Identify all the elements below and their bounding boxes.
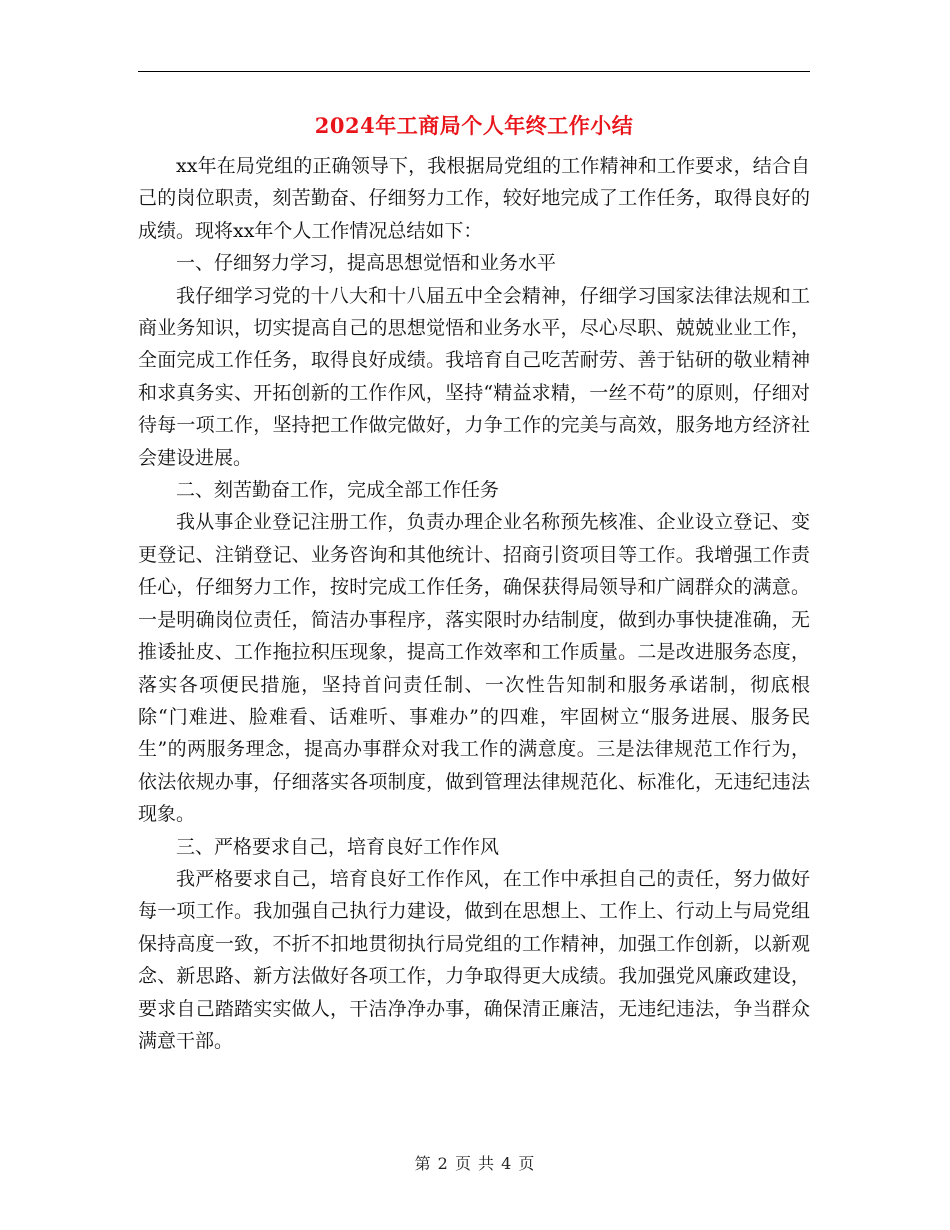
section-heading-1: 一、仔细努力学习，提高思想觉悟和业务水平: [176, 252, 557, 275]
section-paragraph-1: 我仔细学习党的十八大和十八届五中全会精神，仔细学习国家法律法规和工商业务知识，切实提高自己的思想觉悟和业务水平，尽心尽职、兢兢业业工作，全面完成工作任务，取得良好成绩。我培育自己吃苦耐劳、善于钻研的敬业精神和求真务实、开拓创新的工作作风，坚持“精益求精，一丝不苟”的原则，仔细对待每一项工作，坚持把工作做完做好，力争工作的完美与高效，服务地方经济社会建设进展。: [138, 284, 810, 469]
section-paragraph-3: 我严格要求自己，培育良好工作作风，在工作中承担自己的责任，努力做好每一项工作。我加强自己执行力建设，做到在思想上、工作上、行动上与局党组保持高度一致，不折不扣地贯彻执行局党组的工作精神，加强工作创新，以新观念、新思路、新方法做好各项工作，力争取得更大成绩。我加强党风廉政建设，要求自己踏踏实实做人，干洁净净办事，确保清正廉洁，无违纪违法，争当群众满意干部。: [138, 867, 810, 1052]
section-heading-3: 三、严格要求自己，培育良好工作作风: [176, 835, 500, 858]
document-body: [138, 150, 810, 1057]
header-rule: [138, 71, 810, 72]
intro-paragraph: xx年在局党组的正确领导下，我根据局党组的工作精神和工作要求，结合自己的岗位职责，刻苦勤奋、仔细努力工作，较好地完成了工作任务，取得良好的成绩。现将xx年个人工作情况总结如下：: [138, 155, 810, 242]
section-heading-2: 二、刻苦勤奋工作，完成全部工作任务: [176, 479, 500, 502]
document-title: 2024年工商局个人年终工作小结: [314, 113, 634, 138]
section-paragraph-2: 我从事企业登记注册工作，负责办理企业名称预先核准、企业设立登记、变更登记、注销登记、业务咨询和其他统计、招商引资项目等工作。我增强工作责任心，仔细努力工作，按时完成工作任务，确保获得局领导和广阔群众的满意。一是明确岗位责任，简洁办事程序，落实限时办结制度，做到办事快捷准确，无推诿扯皮、工作拖拉积压现象，提高工作效率和工作质量。二是改进服务态度，落实各项便民措施，坚持首问责任制、一次性告知制和服务承诺制，彻底根除“门难进、脸难看、话难听、事难办”的四难，牢固树立“服务进展、服务民生”的两服务理念，提高办事群众对我工作的满意度。三是法律规范工作行为，依法依规办事，仔细落实各项制度，做到管理法律规范化、标准化，无违纪违法现象。: [138, 511, 810, 826]
page-number: 第 2 页 共 4 页: [414, 1154, 536, 1173]
